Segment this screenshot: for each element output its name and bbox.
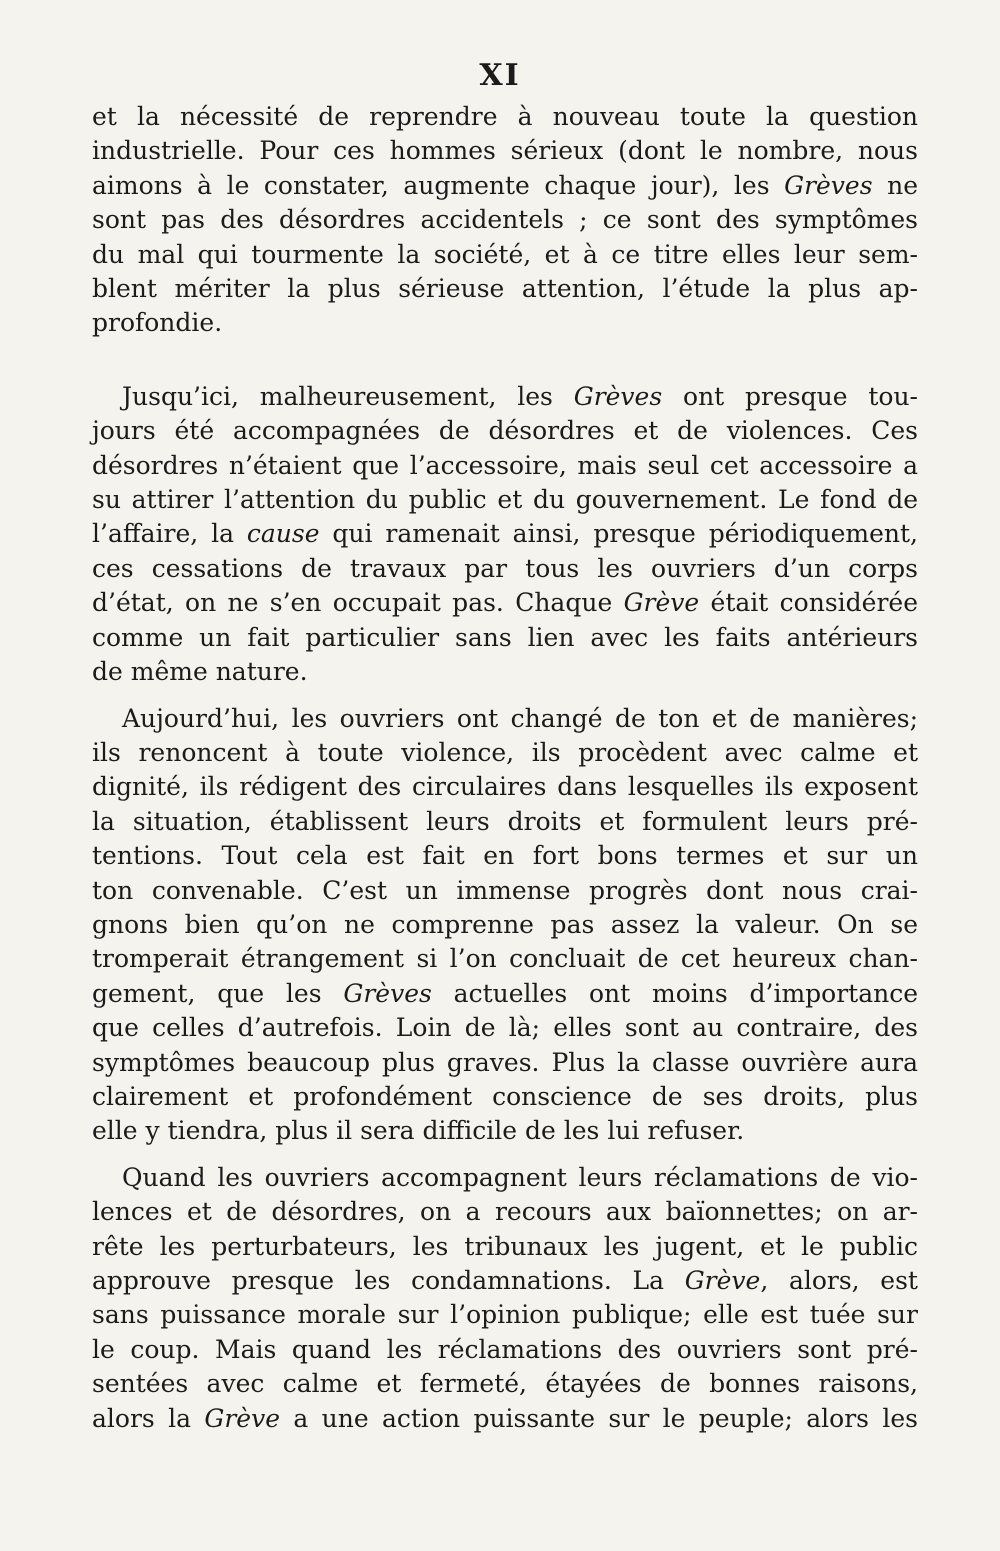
text-line: sont pas des désordres accidentels ; ce sont des symptômes — [92, 205, 918, 235]
text-line: d’état, on ne s’en occupait pas. Chaque Grève était considérée — [92, 588, 918, 618]
paragraph-2 — [92, 380, 918, 690]
italic-term: Grève — [623, 588, 700, 618]
paragraph-3 — [92, 702, 918, 1149]
text-line: de même nature. — [92, 657, 308, 687]
text-line: désordres n’étaient que l’accessoire, mais seul cet accessoire a — [92, 450, 918, 480]
text-line: ton convenable. C’est un immense progrès dont nous crai- — [92, 875, 918, 905]
text-line: dignité, ils rédigent des circulaires dans lesquelles ils exposent — [92, 772, 918, 802]
italic-term: Grève — [204, 1403, 280, 1433]
text-line: sentées avec calme et fermeté, étayées de bonnes raisons, — [92, 1369, 918, 1399]
text-line: clairement et profondément conscience de ses droits, plus — [92, 1081, 918, 1111]
paragraph-1 — [92, 100, 918, 341]
text-line: ces cessations de travaux par tous les ouvriers d’un corps — [92, 553, 918, 583]
text-line: elle y tiendra, plus il sera difficile de les lui refuser. — [92, 1116, 745, 1146]
text-line: jours été accompagnées de désordres et de violences. Ces — [92, 416, 918, 446]
text-line: le coup. Mais quand les réclamations des ouvriers sont pré- — [92, 1334, 918, 1364]
text-line: la situation, établissent leurs droits et formulent leurs pré- — [92, 806, 918, 836]
text-line: ils renoncent à toute violence, ils procèdent avec calme et — [92, 737, 918, 767]
text-line: alors la Grève a une action puissante sur le peuple; alors les — [92, 1403, 918, 1433]
text-line: du mal qui tourmente la société, et à ce titre elles leur sem- — [92, 239, 918, 269]
text-line: approuve presque les condamnations. La Grève, alors, est — [92, 1266, 918, 1295]
body-text — [92, 100, 918, 1436]
italic-term: Grève — [684, 1266, 761, 1295]
text-line: gnons bien qu’on ne comprenne pas assez la valeur. On se — [92, 909, 918, 939]
text-line: rête les perturbateurs, les tribunaux les jugent, et le public — [92, 1231, 918, 1261]
italic-term: Grèves — [573, 381, 663, 411]
text-line: gement, que les Grèves actuelles ont moins d’importance — [92, 978, 918, 1008]
text-line: tentions. Tout cela est fait en fort bons termes et sur un — [92, 841, 918, 871]
text-line: profondie. — [92, 308, 223, 338]
text-line: comme un fait particulier sans lien avec les faits antérieurs — [92, 622, 918, 652]
text-line: su attirer l’attention du public et du gouvernement. Le fond de — [92, 485, 918, 515]
text-line: Jusqu’ici, malheureusement, les Grèves ont presque tou- — [122, 381, 918, 411]
italic-term: Grèves — [343, 978, 432, 1008]
paragraph-4 — [92, 1161, 918, 1436]
text-line: l’affaire, la cause qui ramenait ainsi, presque périodiquement, — [92, 519, 918, 549]
page-number: XI — [479, 58, 521, 93]
text-line: et la nécessité de reprendre à nouveau toute la question — [92, 102, 918, 131]
text-line: sans puissance morale sur l’opinion publique; elle est tuée sur — [92, 1300, 918, 1330]
text-line: Quand les ouvriers accompagnent leurs réclamations de vio- — [122, 1162, 918, 1192]
text-line: aimons à le constater, augmente chaque jour), les Grèves ne — [92, 170, 919, 200]
text-line: que celles d’autrefois. Loin de là; elles sont au contraire, des — [92, 1013, 918, 1043]
text-line: industrielle. Pour ces hommes sérieux (dont le nombre, nous — [92, 136, 918, 166]
text-line: blent mériter la plus sérieuse attention, l’étude la plus ap- — [92, 274, 918, 304]
text-line: Aujourd’hui, les ouvriers ont changé de ton et de manières; — [122, 703, 918, 733]
italic-term: Grèves — [784, 170, 873, 200]
italic-term: cause — [246, 519, 320, 549]
text-line: lences et de désordres, on a recours aux baïonnettes; on ar- — [92, 1197, 918, 1227]
text-line: tromperait étrangement si l’on concluait de cet heureux chan- — [92, 944, 918, 974]
text-line: symptômes beaucoup plus graves. Plus la classe ouvrière aura — [92, 1047, 918, 1077]
